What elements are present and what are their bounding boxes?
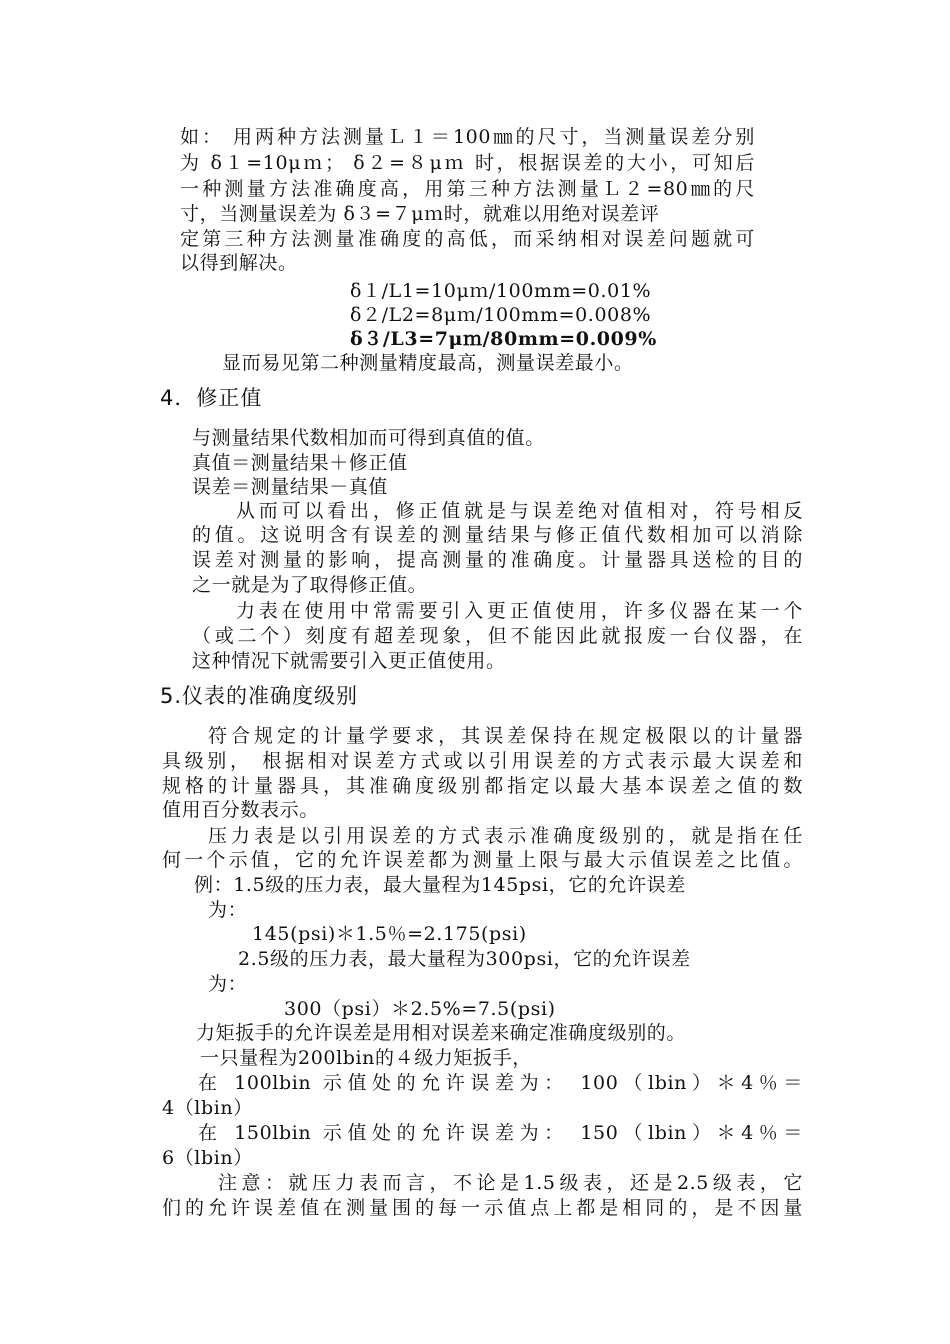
paragraph-line: 压力表是以引用误差的方式表示准确度级别的，就是指在任 xyxy=(208,825,803,847)
paragraph-line: 力矩扳手的允许误差是用相对误差来确定准确度级别的。 xyxy=(196,1022,687,1044)
paragraph-line: 如： 用两种方法测量Ｌ１＝100㎜的尺寸，当测量误差分别 xyxy=(180,126,755,148)
paragraph-line: 一种测量方法准确度高，用第三种方法测量Ｌ２=80㎜的尺 xyxy=(180,178,755,200)
section-heading: 4．修正值 xyxy=(160,386,263,410)
paragraph-line: 在 150lbin 示值处的允许误差为： 150（lbin）＊4％＝ xyxy=(198,1122,803,1144)
paragraph-line: 在 100lbin 示值处的允许误差为： 100（lbin）＊4％＝ xyxy=(198,1072,803,1094)
paragraph-line: 规格的计量器具，其准确度级别都指定以最大基本误差之值的数 xyxy=(162,775,803,797)
paragraph-line: 与测量结果代数相加而可得到真值的值。 xyxy=(192,427,545,449)
paragraph-line: 真值＝测量结果＋修正值 xyxy=(192,452,408,474)
paragraph-line: 6（lbin） xyxy=(162,1147,253,1169)
paragraph-line: 为： xyxy=(208,899,248,921)
formula-line: δ２/L2=8μｍ/100mm=0.008% xyxy=(350,304,652,326)
paragraph-line: 这种情况下就需要引入更正值使用。 xyxy=(192,650,506,672)
section-heading: 5.仪表的准确度级别 xyxy=(160,684,359,708)
formula-line: 300（psi）＊2.5%=7.5(psi) xyxy=(284,998,556,1020)
paragraph-line: 以得到解决。 xyxy=(180,252,298,274)
formula-line: δ３/L3=7μｍ/80mm=0.009% xyxy=(350,328,657,350)
paragraph-line: 之一就是为了取得修正值。 xyxy=(192,574,428,596)
paragraph-line: 误差＝测量结果－真值 xyxy=(192,476,389,498)
paragraph-line: 寸，当测量误差为 δ３=７μｍ时，就难以用绝对误差评 xyxy=(180,203,660,225)
formula-line: 145(psi)＊1.5％=2.175(psi) xyxy=(252,923,527,945)
paragraph-line: （或二个）刻度有超差现象，但不能因此就报废一台仪器，在 xyxy=(192,625,803,647)
paragraph-line: 的值。这说明含有误差的测量结果与修正值代数相加可以消除 xyxy=(192,524,803,546)
formula-line: δ１/L1=10μｍ/100mm=0.01% xyxy=(350,280,652,302)
paragraph-line: 为： xyxy=(208,973,248,995)
paragraph-line: 误差对测量的影响，提高测量的准确度。计量器具送检的目的 xyxy=(192,549,803,571)
paragraph-line: 值用百分数表示。 xyxy=(162,799,319,821)
paragraph-line: 从而可以看出，修正值就是与误差绝对值相对，符号相反 xyxy=(236,500,803,522)
paragraph-line: 例：1.5级的压力表，最大量程为145psi，它的允许误差 xyxy=(194,874,686,896)
conclusion-text: 显而易见第二种测量精度最高，测量误差最小。 xyxy=(222,352,634,374)
paragraph-line: 符合规定的计量学要求，其误差保持在规定极限以的计量器 xyxy=(208,725,803,747)
paragraph-line: 具级别， 根据相对误差方式或以引用误差的方式表示最大误差和 xyxy=(162,750,803,772)
paragraph-line: 力表在使用中常需要引入更正值使用，许多仪器在某一个 xyxy=(236,600,803,622)
paragraph-line: 为 δ１=10μｍ； δ２=８μｍ 时，根据误差的大小，可知后 xyxy=(180,152,755,174)
paragraph-line: 们的允许误差值在测量围的每一示值点上都是相同的，是不因量 xyxy=(162,1197,803,1219)
paragraph-line: 4（lbin） xyxy=(162,1097,253,1119)
paragraph-line: 定第三种方法测量准确度的高低，而采纳相对误差问题就可 xyxy=(180,228,755,250)
paragraph-line: 2.5级的压力表，最大量程为300psi，它的允许误差 xyxy=(238,948,691,970)
paragraph-line: 何一个示值，它的允许误差都为测量上限与最大示值误差之比值。 xyxy=(162,849,803,871)
paragraph-line: 注意：就压力表而言，不论是1.5级表，还是2.5级表，它 xyxy=(218,1172,803,1194)
paragraph-line: 一只量程为200lbin的４级力矩扳手， xyxy=(200,1047,532,1069)
